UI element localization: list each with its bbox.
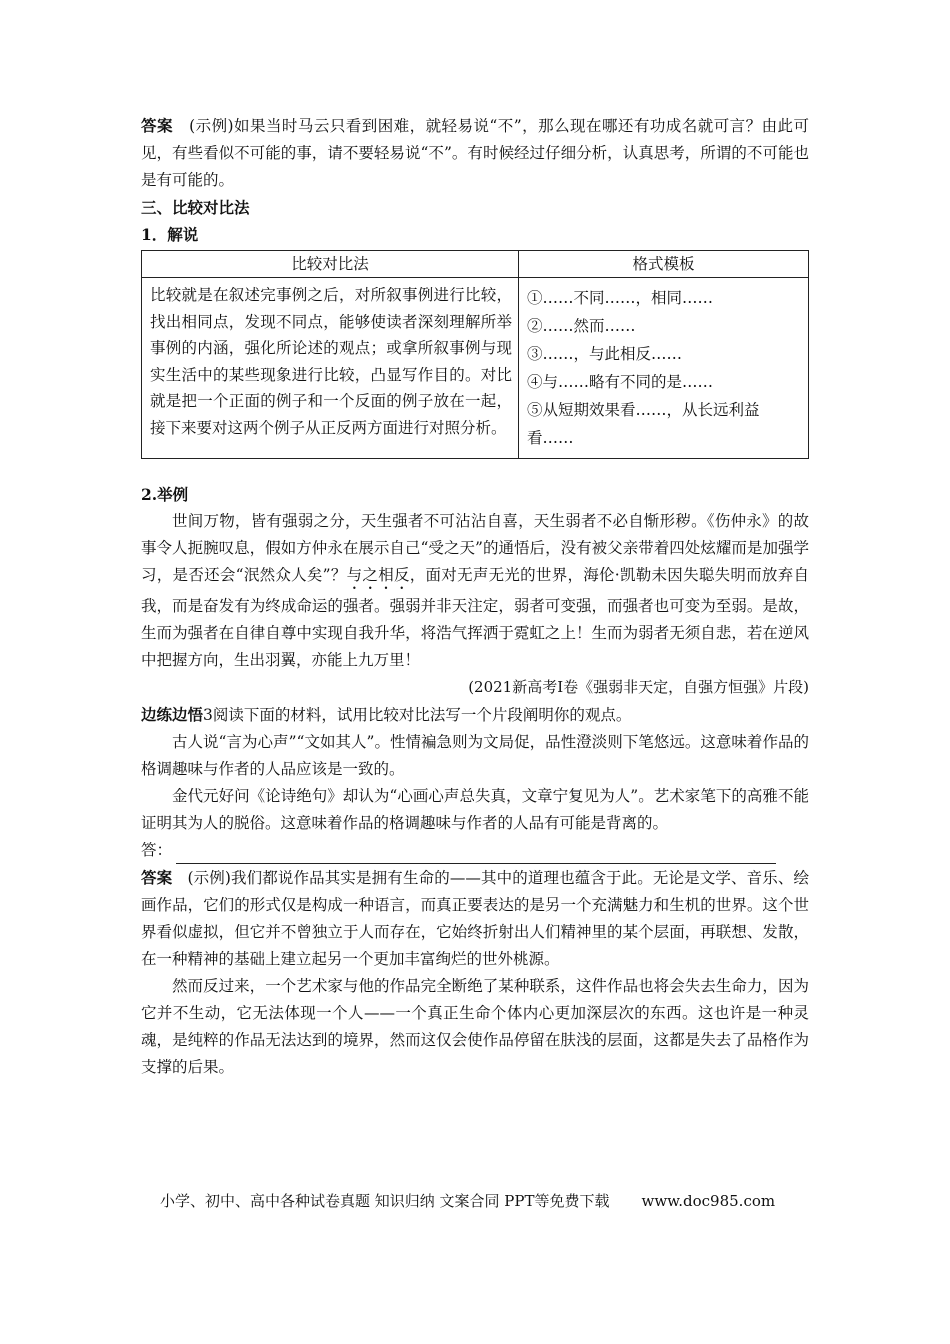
- page-footer: [160, 1190, 775, 1212]
- template-item: ①……不同……，相同……: [527, 289, 714, 307]
- method-table: [141, 250, 809, 459]
- answer-label-2: 答案: [141, 868, 173, 887]
- table-cell-templates: [519, 278, 809, 459]
- section-heading-comparison: 三、比较对比法: [141, 198, 250, 217]
- example-text-part1: 世间万物，皆有强弱之分，天生强者不可沾沾自喜，天生弱者不必自惭形秽。《伤仲永》的故事令人扼腕叹息，假如方仲永在展示自己“受之天”的通悟后，没有被父亲带着四处炫耀而是加强学习，是否还会“泯然众人矣”？: [141, 512, 809, 584]
- example-paragraph: [141, 508, 809, 674]
- table-cell-description: 比较就是在叙述完事例之后，对所叙事例进行比较，找出相同点，发现不同点，能够使读者深刻理解所举事例的内涵，强化所论述的观点；或拿所叙事例与现实生活中的某些现象进行比较，凸显写作目的。对比就是把一个正面的例子和一个反面的例子放在一起，接下来要对这两个例子从正反两方面进行对照分析。: [142, 278, 519, 459]
- answer-prompt: 答：: [141, 841, 173, 859]
- table-header-method: 比较对比法: [142, 251, 519, 278]
- template-item: ③……，与此相反……: [527, 345, 683, 363]
- template-item: ②……然而……: [527, 317, 636, 335]
- example-source: (2021新高考Ⅰ卷《强弱非天定，自强方恒强》片段): [468, 678, 809, 696]
- answer-line: [141, 837, 809, 864]
- footer-url[interactable]: www.doc985.com: [641, 1192, 776, 1210]
- answer-paragraph-3: 然而反过来，一个艺术家与他的作品完全断绝了某种联系，这件作品也将会失去生命力，因为它并不生动，它无法体现一个人——一个真正生命个体内心更加深层次的东西。这也许是一种灵魂，是纯粹的作品无法达到的境界，然而这仅会使作品停留在肤浅的层面，这都是失去了品格作为支撑的后果。: [141, 977, 809, 1076]
- answer-paragraph-1: [141, 112, 809, 194]
- answer-label: 答案: [141, 116, 173, 135]
- example-emphasis: 与之相反: [346, 566, 410, 584]
- subsection-heading-example: 2.举例: [141, 485, 189, 504]
- answer-text: (示例)如果当时马云只看到困难，就轻易说“不”，那么现在哪还有功成名就可言？由此可见，有些看似不可能的事，请不要轻易说“不”。有时候经过仔细分析，认真思考，所谓的不可能也是有可能的。: [141, 117, 809, 189]
- footer-text: 小学、初中、高中各种试卷真题 知识归纳 文案合同 PPT等免费下载: [160, 1192, 610, 1210]
- template-item: ⑤从短期效果看……，从长远利益看……: [527, 401, 760, 447]
- document-page: [141, 112, 809, 1081]
- exercise-paragraph: [141, 701, 809, 729]
- template-item: ④与……略有不同的是……: [527, 373, 714, 391]
- table-header-template: 格式模板: [519, 251, 809, 278]
- answer-paragraph-2: [141, 864, 809, 973]
- subsection-heading-explanation: 1．解说: [141, 225, 199, 244]
- answer-text-2: (示例)我们都说作品其实是拥有生命的——其中的道理也蕴含于此。无论是文学、音乐、绘画作品，它们的形式仅是构成一种语言，而真正要表达的是另一个充满魅力和生机的世界。这个世界看似虚拟，但它并不曾独立于人而存在，它始终折射出人们精神里的某个层面，再联想、发散，在一种精神的基础上建立起另一个更加丰富绚烂的世外桃源。: [141, 869, 809, 968]
- example-text-part2: ，面对无声无光的世界，海伦·凯勒未因失聪失明而放弃自我，而是奋发有为终成命运的强者。强弱并非天注定，弱者可变强，而强者也可变为至弱。是故，生而为强者在自律自尊中实现自我升华，将浩气挥洒于霓虹之上！生而为弱者无须自悲，若在逆风中把握方向，生出羽翼，亦能上九万里！: [141, 566, 809, 669]
- exercise-text: 3阅读下面的材料，试用比较对比法写一个片段阐明你的观点。: [203, 706, 632, 724]
- exercise-title: 边练边悟: [141, 705, 204, 724]
- answer-blank[interactable]: [176, 845, 776, 864]
- material-paragraph-2: 金代元好问《论诗绝句》却认为“心画心声总失真，文章宁复见为人”。艺术家笔下的高雅不能证明其为人的脱俗。这意味着作品的格调趣味与作者的人品有可能是背离的。: [141, 787, 809, 832]
- material-paragraph-1: 古人说“言为心声”“文如其人”。性情褊急则为文局促，品性澄淡则下笔悠远。这意味着作品的格调趣味与作者的人品应该是一致的。: [141, 733, 809, 778]
